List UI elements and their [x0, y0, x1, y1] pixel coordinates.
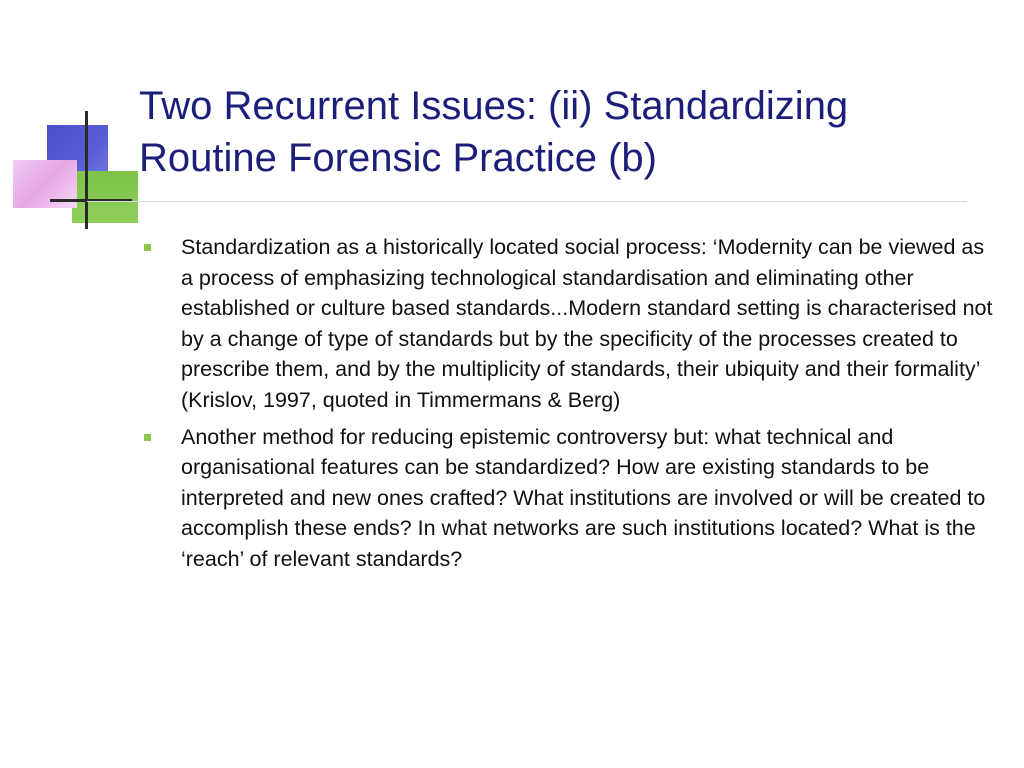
- bullet-list: [140, 232, 996, 581]
- logo-green-square: [72, 171, 138, 223]
- logo-vertical-line: [85, 111, 88, 229]
- bullet-item: [140, 232, 996, 416]
- title-divider: [87, 201, 967, 202]
- bullet-text: Another method for reducing epistemic controversy but: what technical and organisational features can be standardized? How are existing standards to be interpreted and new ones crafted? What institutions are involved or will be created to accomplish these ends? In what networks are such institutions located? What is the ‘reach’ of relevant standards?: [181, 424, 986, 571]
- bullet-item: [140, 422, 996, 575]
- square-bullet-icon: [144, 434, 151, 441]
- slide-title: Two Recurrent Issues: (ii) Standardizing Routine Forensic Practice (b): [139, 84, 849, 180]
- bullet-text: Standardization as a historically located social process: ‘Modernity can be viewed as a process of emphasizing technological standardisation and eliminating other established or culture based standards...Modern standard setting is characterised not by a change of type of standards but by the specificity of the processes created to prescribe them, and by the multiplicity of standards, their ubiquity and their formality’ (Krislov, 1997, quoted in Timmermans & Berg): [181, 235, 993, 412]
- square-bullet-icon: [144, 244, 151, 251]
